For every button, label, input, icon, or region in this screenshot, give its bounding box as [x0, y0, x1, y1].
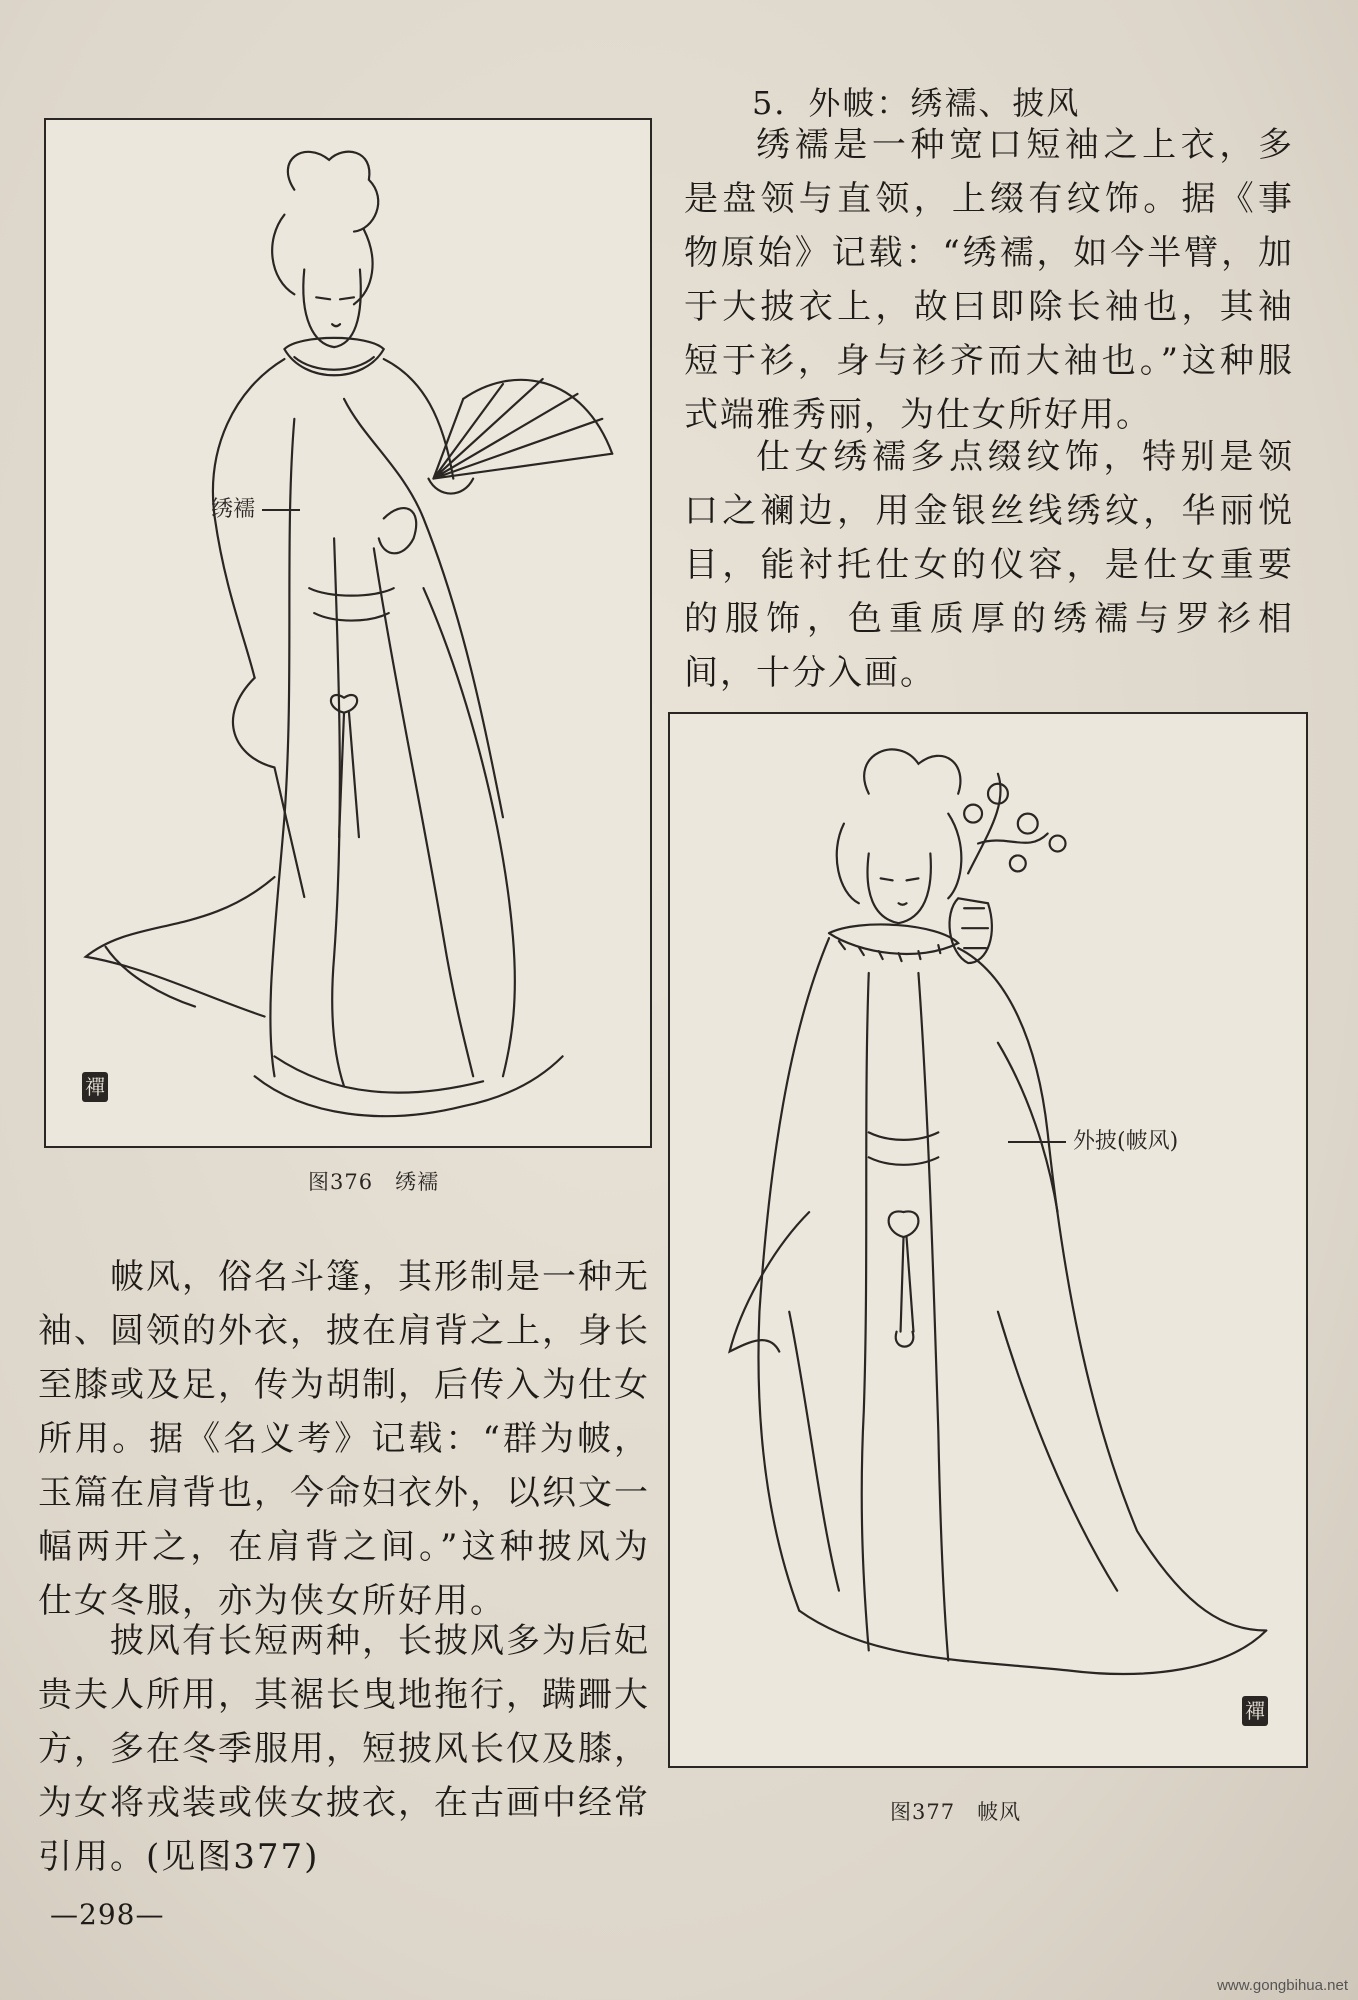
- paragraph-3: 帔风，俗名斗篷，其形制是一种无袖、圆领的外衣，披在肩背之上，身长至膝或及足，传为胡制，后传入为仕女所用。据《名义考》记载：“群为帔，玉篇在肩背也，今命妇衣外，以织文一幅两开之，在肩背之间。”这种披风为仕女冬服，亦为侠女所好用。: [38, 1257, 650, 1621]
- section-heading: 5．外帔：绣襦、披风: [752, 84, 1081, 122]
- paragraph-1: 绣襦是一种宽口短袖之上衣，多是盘领与直领，上缀有纹饰。据《事物原始》记载：“绣襦，如今半臂，加于大披衣上，故曰即除长袖也，其袖短于衫，身与衫齐而大袖也。”这种服式端雅秀丽，为仕女所好用。: [684, 125, 1294, 435]
- figure-377-caption: 图377 帔风: [890, 1800, 1022, 1824]
- figure-377-label: [1008, 1124, 1178, 1155]
- paragraph-2: 仕女绣襦多点缀纹饰，特别是领口之襕边，用金银丝线绣纹，华丽悦目，能衬托仕女的仪容，是仕女重要的服饰，色重质厚的绣襦与罗衫相间，十分入画。: [684, 437, 1294, 693]
- watermark: www.gongbihua.net: [1217, 1977, 1348, 1994]
- artist-seal: 禪: [82, 1072, 108, 1102]
- figure-377-label-text: 外披(帔风): [1073, 1129, 1179, 1154]
- artist-seal-2: 禪: [1242, 1696, 1268, 1726]
- figure-376-label-text: 绣襦: [211, 497, 256, 522]
- figure-376-label: [211, 492, 300, 523]
- figure-376-illustration: [46, 120, 650, 1146]
- figure-377-frame: [668, 712, 1308, 1768]
- figure-377-illustration: [670, 714, 1306, 1766]
- figure-376-frame: [44, 118, 652, 1148]
- paragraph-4: 披风有长短两种，长披风多为后妃贵夫人所用，其裾长曳地拖行，蹒跚大方，多在冬季服用，短披风长仅及膝，为女将戎装或侠女披衣，在古画中经常引用。(见图377): [38, 1621, 650, 1877]
- figure-376-caption: 图376 绣襦: [308, 1170, 440, 1194]
- page-number: —298—: [50, 1898, 165, 1931]
